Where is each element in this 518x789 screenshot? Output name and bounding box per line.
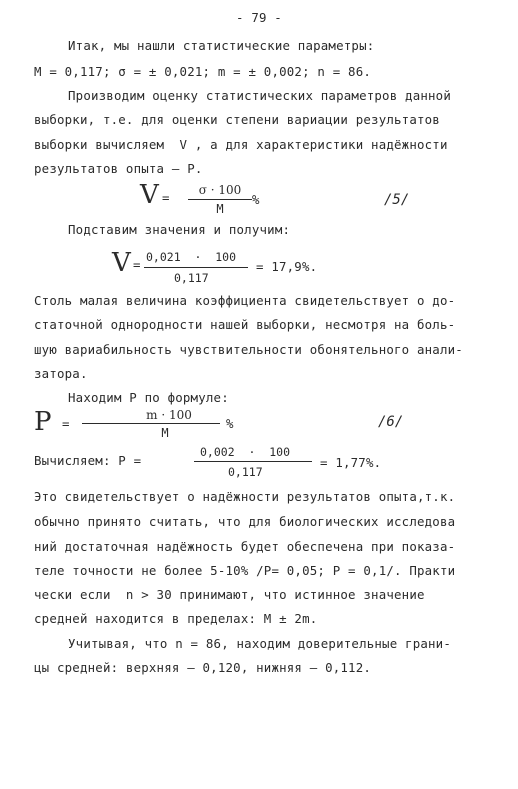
fraction-bar	[144, 267, 248, 268]
formula-lhs: V	[112, 248, 131, 278]
text-line: выборки, т.е. для оценки степени вариации результатов	[34, 112, 440, 127]
text-line: Подставим значения и получим:	[68, 222, 291, 237]
text-line: Производим оценку статистических параметров данной	[68, 88, 451, 103]
text-line: Это свидетельствует о надёжности результатов опыта,т.к.	[34, 489, 456, 504]
text-line: М = 0,117; σ = ± 0,021; m = ± 0,002; n = 86.	[34, 64, 372, 79]
formula-lhs: P	[34, 407, 52, 437]
formula-unit: %	[226, 416, 234, 431]
text-line: статочной однородности нашей выборки, несмотря на боль-	[34, 317, 456, 332]
text-line: обычно принято считать, что для биологических исследова	[34, 514, 456, 529]
text-line: Учитывая, что n = 86, находим доверительные грани-	[68, 636, 451, 651]
text-line: средней находится в пределах: М ± 2m.	[34, 611, 318, 626]
text-line: чески если n > 30 принимают, что истинное значение	[34, 587, 425, 602]
page-number: - 79 -	[236, 10, 282, 25]
formula-numerator: m · 100	[146, 408, 192, 422]
formula-numerator: 0,021 · 100	[146, 250, 237, 264]
text-line: Итак, мы нашли статистические параметры:	[68, 38, 375, 53]
formula-numerator: 0,002 · 100	[200, 445, 291, 459]
formula-result: = 1,77%.	[320, 455, 382, 470]
fraction-bar	[82, 423, 220, 424]
formula-equals: =	[162, 190, 170, 205]
text-line: ний достаточная надёжность будет обеспечена при показа-	[34, 539, 456, 554]
formula-denominator: 0,117	[174, 271, 209, 285]
equation-number: /6/	[378, 414, 404, 430]
formula-unit: %	[252, 192, 260, 207]
formula-equals: =	[133, 257, 141, 272]
formula-prefix: Вычисляем: Р =	[34, 453, 142, 468]
text-line: выборки вычисляем V , а для характеристики надёжности	[34, 137, 448, 152]
text-line: Находим Р по формуле:	[68, 390, 229, 405]
text-line: шую вариабильность чувствительности обонятельного анали-	[34, 342, 463, 357]
text-line: Столь малая величина коэффициента свидетельствует о до-	[34, 293, 456, 308]
formula-result: = 17,9%.	[256, 259, 318, 274]
text-line: результатов опыта – Р.	[34, 161, 203, 176]
formula-lhs: V	[140, 180, 159, 210]
formula-denominator: M	[216, 202, 224, 216]
text-line: затора.	[34, 366, 88, 381]
formula-numerator: σ · 100	[198, 183, 242, 197]
formula-denominator: 0,117	[228, 465, 263, 479]
formula-equals: =	[62, 416, 70, 431]
text-line: теле точности не более 5-10% /Р= 0,05; Р = 0,1/. Практи	[34, 563, 456, 578]
fraction-bar	[194, 461, 312, 462]
fraction-bar	[188, 199, 252, 200]
formula-denominator: M	[161, 426, 169, 440]
text-line: цы средней: верхняя – 0,120, нижняя – 0,112.	[34, 660, 372, 675]
equation-number: /5/	[384, 192, 410, 208]
